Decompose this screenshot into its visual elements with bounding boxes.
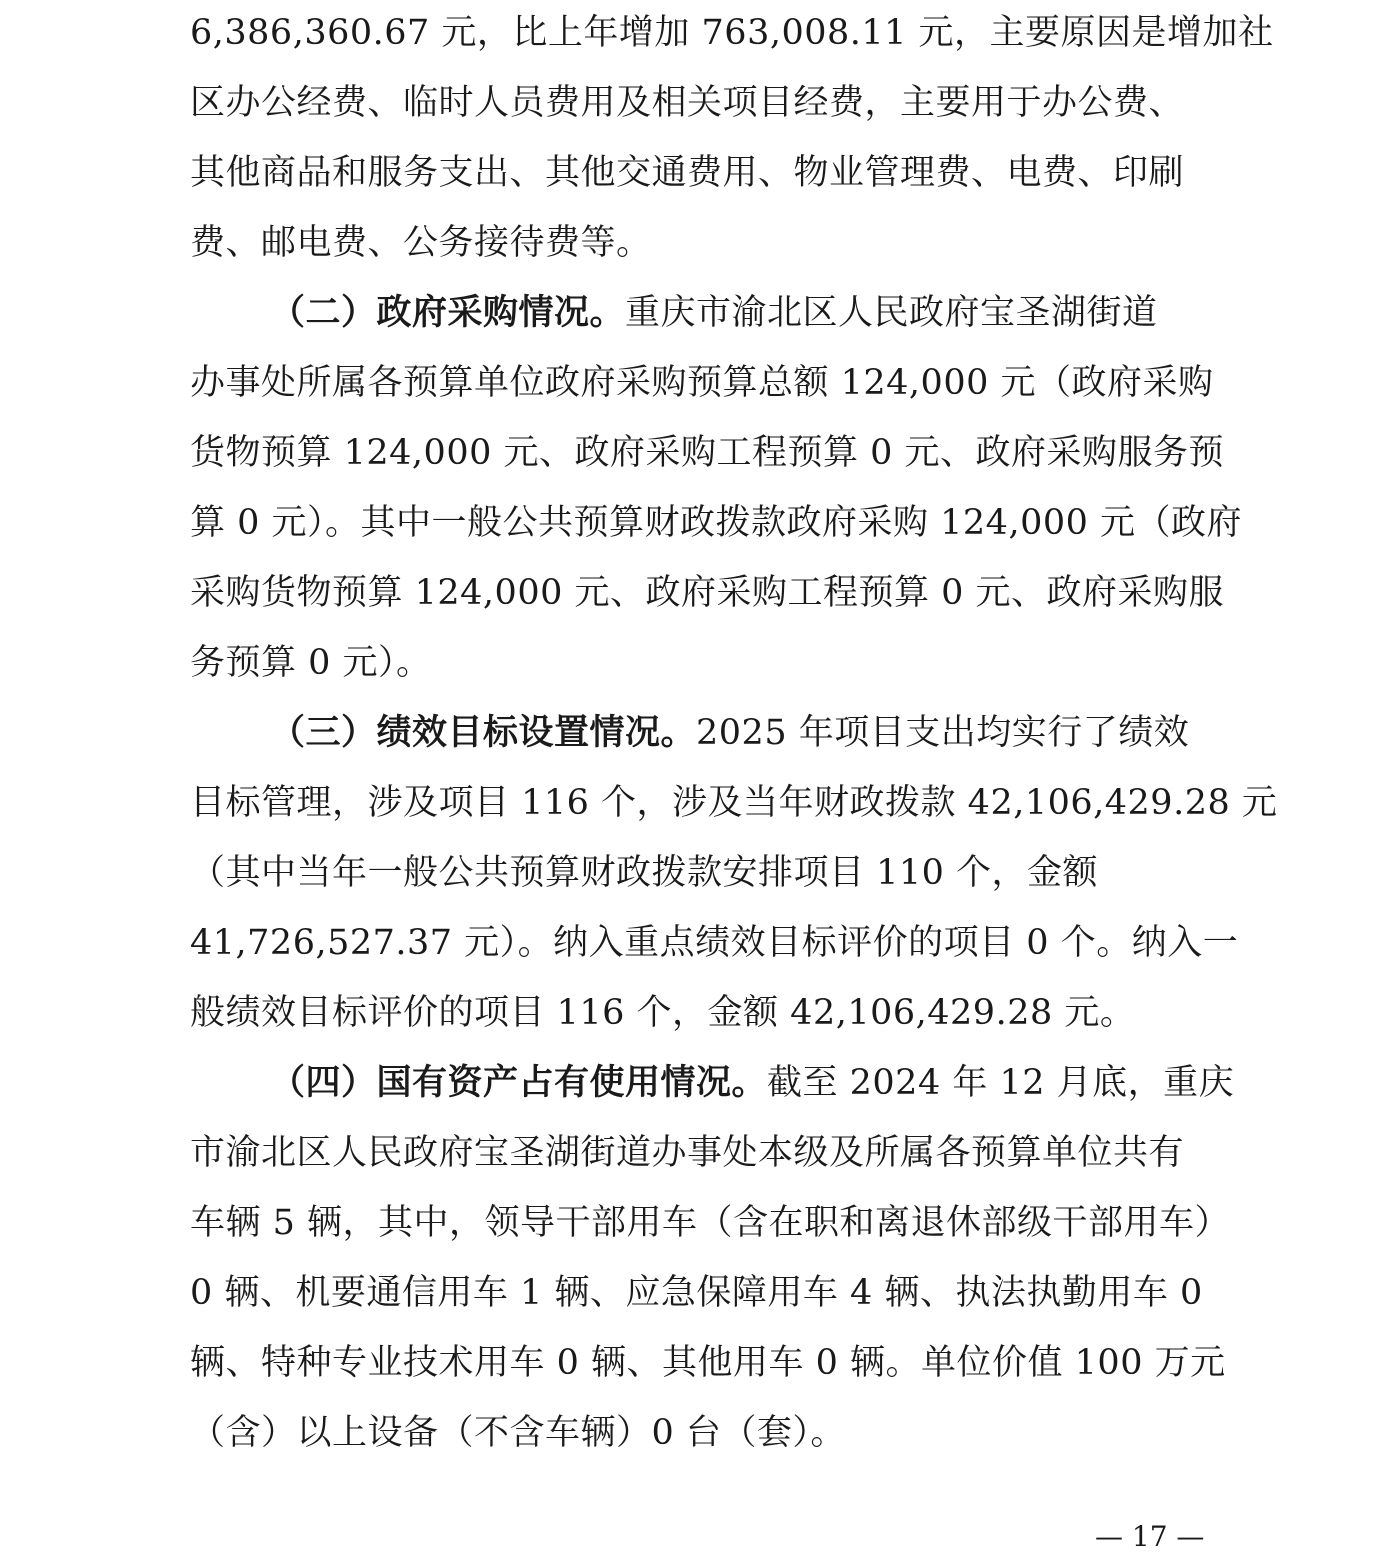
section-first-line <box>270 713 1189 753</box>
body-text-line: 0 辆、机要通信用车 1 辆、应急保障用车 4 辆、执法执勤用车 0 <box>190 1273 1203 1313</box>
body-text-line: 货物预算 124,000 元、政府采购工程预算 0 元、政府采购服务预 <box>190 433 1225 473</box>
body-text-line: 办事处所属各预算单位政府采购预算总额 124,000 元（政府采购 <box>190 363 1214 403</box>
body-text-line: 6,386,360.67 元，比上年增加 763,008.11 元，主要原因是增加社 <box>190 13 1274 53</box>
body-text-line: 目标管理，涉及项目 116 个，涉及当年财政拨款 42,106,429.28 元 <box>190 783 1278 823</box>
body-text-line: 区办公经费、临时人员费用及相关项目经费，主要用于办公费、 <box>190 83 1185 123</box>
section-first-line <box>270 1063 1234 1103</box>
body-text-line: 其他商品和服务支出、其他交通费用、物业管理费、电费、印刷 <box>190 153 1185 193</box>
body-text-span: 2025 年项目支出均实行了绩效 <box>696 713 1190 753</box>
body-text-line: 费、邮电费、公务接待费等。 <box>190 223 652 263</box>
body-text-line: 41,726,527.37 元）。纳入重点绩效目标评价的项目 0 个。纳入一 <box>190 923 1239 963</box>
page-number: — 17 — <box>1095 1520 1205 1553</box>
section-heading-performance: （三）绩效目标设置情况。 <box>270 712 697 753</box>
body-text-line: 算 0 元）。其中一般公共预算财政拨款政府采购 124,000 元（政府 <box>190 503 1243 543</box>
body-text-line: 般绩效目标评价的项目 116 个，金额 42,106,429.28 元。 <box>190 993 1136 1033</box>
section-first-line <box>270 293 1158 333</box>
body-text-line: 采购货物预算 124,000 元、政府采购工程预算 0 元、政府采购服 <box>190 573 1225 613</box>
body-text-span: 截至 2024 年 12 月底，重庆 <box>767 1063 1235 1103</box>
body-text-line: 市渝北区人民政府宝圣湖街道办事处本级及所属各预算单位共有 <box>190 1133 1185 1173</box>
body-text-line: （含）以上设备（不含车辆）0 台（套）。 <box>190 1413 846 1453</box>
section-heading-state-assets: （四）国有资产占有使用情况。 <box>270 1062 768 1103</box>
body-text-span: 重庆市渝北区人民政府宝圣湖街道 <box>625 293 1158 333</box>
body-text-line: 务预算 0 元）。 <box>190 643 432 683</box>
body-text-line: （其中当年一般公共预算财政拨款安排项目 110 个，金额 <box>190 853 1099 893</box>
body-text-line: 车辆 5 辆，其中，领导干部用车（含在职和离退休部级干部用车） <box>190 1203 1231 1243</box>
section-heading-procurement: （二）政府采购情况。 <box>270 292 626 333</box>
body-text-line: 辆、特种专业技术用车 0 辆、其他用车 0 辆。单位价值 100 万元 <box>190 1343 1226 1383</box>
